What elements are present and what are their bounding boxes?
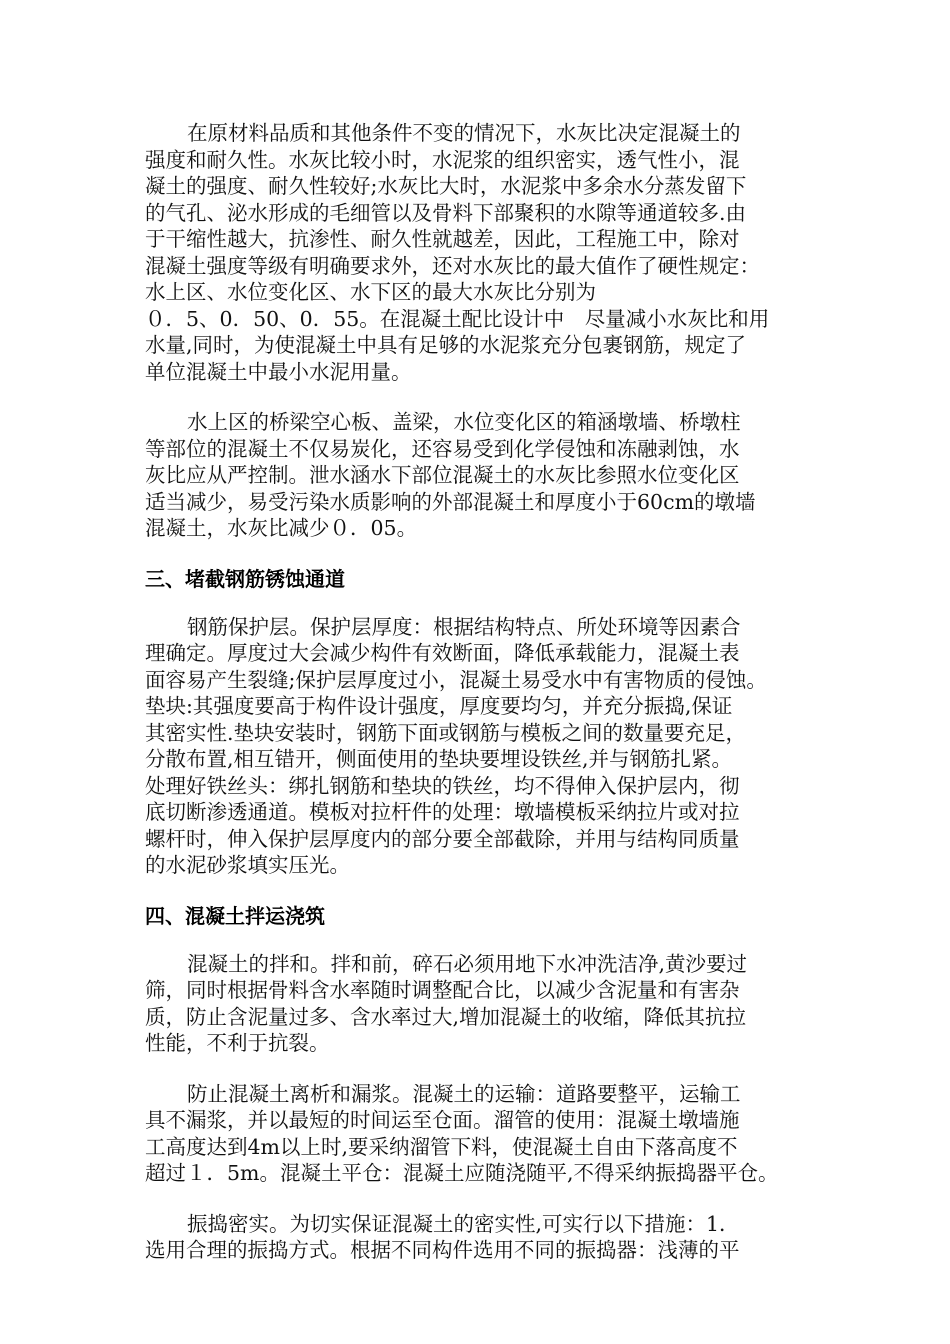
paragraph-water-cement-ratio	[145, 120, 815, 385]
document-body	[145, 120, 815, 1288]
paragraph-line: 理确定。厚度过大会减少构件有效断面，降低承载能力，混凝土表	[145, 641, 740, 665]
paragraph-line: 防止混凝土离析和漏浆。混凝土的运输：道路要整平，运输工	[187, 1081, 741, 1106]
paragraph-line: 等部位的混凝土不仅易炭化，还容易受到化学侵蚀和冻融剥蚀，水	[145, 436, 740, 461]
paragraph-line: 工高度达到4m以上时,要采纳溜管下料，使混凝土自由下落高度不	[145, 1134, 738, 1159]
paragraph-line: 质，防止含泥量过多、含水率过大,增加混凝土的收缩，降低其抗拉	[145, 1004, 747, 1029]
paragraph-line: 选用合理的振捣方式。根据不同构件选用不同的振捣器：浅薄的平	[145, 1238, 740, 1262]
paragraph-line: 强度和耐久性。水灰比较小时，水泥浆的组织密实，透气性小，混	[145, 147, 740, 172]
paragraph-line: 其密实性.垫块安装时，钢筋下面或钢筋与模板之间的数量要充足，	[145, 720, 747, 745]
paragraph-line: 混凝土的拌和。拌和前，碎石必须用地下水冲洗洁净,黄沙要过	[187, 951, 748, 976]
paragraph-line: 性能，不利于抗裂。	[145, 1031, 330, 1055]
paragraph-line: 筛，同时根据骨料含水率随时调整配合比，以减少含泥量和有害杂	[145, 978, 740, 1002]
paragraph-line: 分散布置,相互错开，侧面使用的垫块要埋设铁丝,并与钢筋扎紧。	[145, 747, 733, 771]
paragraph-line: 的气孔、泌水形成的毛细管以及骨料下部聚积的水隙等通道较多.由	[145, 200, 747, 225]
paragraph-line: 螺杆时，伸入保护层厚度内的部分要全部截除，并用与结构同质量	[145, 826, 740, 851]
paragraph-line: 面容易产生裂缝;保护层厚度过小，混凝土易受水中有害物质的侵蚀。	[145, 667, 767, 692]
paragraph-line: 超过１．5m。混凝土平仓：混凝土应随浇随平,不得采纳振捣器平仓。	[145, 1161, 779, 1185]
paragraph-line: 钢筋保护层。保护层厚度：根据结构特点、所处环境等因素合	[187, 614, 741, 639]
paragraph-rebar-cover	[145, 614, 815, 879]
paragraph-line: 单位混凝土中最小水泥用量。	[145, 359, 412, 384]
paragraph-line: 水量,同时，为使混凝土中具有足够的水泥浆充分包裹钢筋，规定了	[145, 333, 747, 357]
paragraph-line: 振捣密实。为切实保证混凝土的密实性,可实行以下措施：1．	[187, 1211, 740, 1236]
paragraph-line: 底切断渗透通道。模板对拉杆件的处理：墩墙模板采纳拉片或对拉	[145, 800, 740, 824]
paragraph-line: 的水泥砂浆填实压光。	[145, 853, 350, 877]
section-heading-4: 四、混凝土拌运浇筑	[145, 903, 325, 928]
paragraph-line: 具不漏浆，并以最短的时间运至仓面。溜管的使用：混凝土墩墙施	[145, 1108, 740, 1132]
paragraph-line: 凝土的强度、耐久性较好;水灰比大时，水泥浆中多余水分蒸发留下	[145, 174, 747, 198]
paragraph-line: 在原材料品质和其他条件不变的情况下，水灰比决定混凝土的	[187, 121, 741, 145]
paragraph-segregation	[145, 1081, 815, 1187]
paragraph-line: 混凝土，水灰比减少０．05。	[145, 516, 418, 540]
paragraph-line: 垫块:其强度要高于构件设计强度，厚度要均匀，并充分振捣,保证	[145, 694, 733, 718]
paragraph-line: 混凝土强度等级有明确要求外，还对水灰比的最大值作了硬性规定：	[145, 253, 760, 278]
paragraph-line: 水上区的桥梁空心板、盖梁，水位变化区的箱涵墩墙、桥墩柱	[187, 410, 741, 434]
paragraph-line: 灰比应从严控制。泄水涵水下部位混凝土的水灰比参照水位变化区	[145, 463, 740, 487]
paragraph-vibration	[145, 1211, 815, 1264]
paragraph-line: ０．5、0．50、0．55。在混凝土配比设计中 尽量减小水灰比和用	[145, 306, 770, 331]
paragraph-control-zones	[145, 409, 815, 542]
paragraph-line: 适当减少，易受污染水质影响的外部混凝土和厚度小于60cm的墩墙	[145, 489, 756, 514]
paragraph-line: 处理好铁丝头：绑扎钢筋和垫块的铁丝，均不得伸入保护层内，彻	[145, 773, 740, 798]
paragraph-line: 水上区、水位变化区、水下区的最大水灰比分别为	[145, 280, 596, 304]
section-heading-3: 三、堵截钢筋锈蚀通道	[145, 566, 345, 591]
paragraph-line: 于干缩性越大，抗渗性、耐久性就越差，因此，工程施工中，除对	[145, 227, 740, 251]
paragraph-mixing	[145, 951, 815, 1057]
